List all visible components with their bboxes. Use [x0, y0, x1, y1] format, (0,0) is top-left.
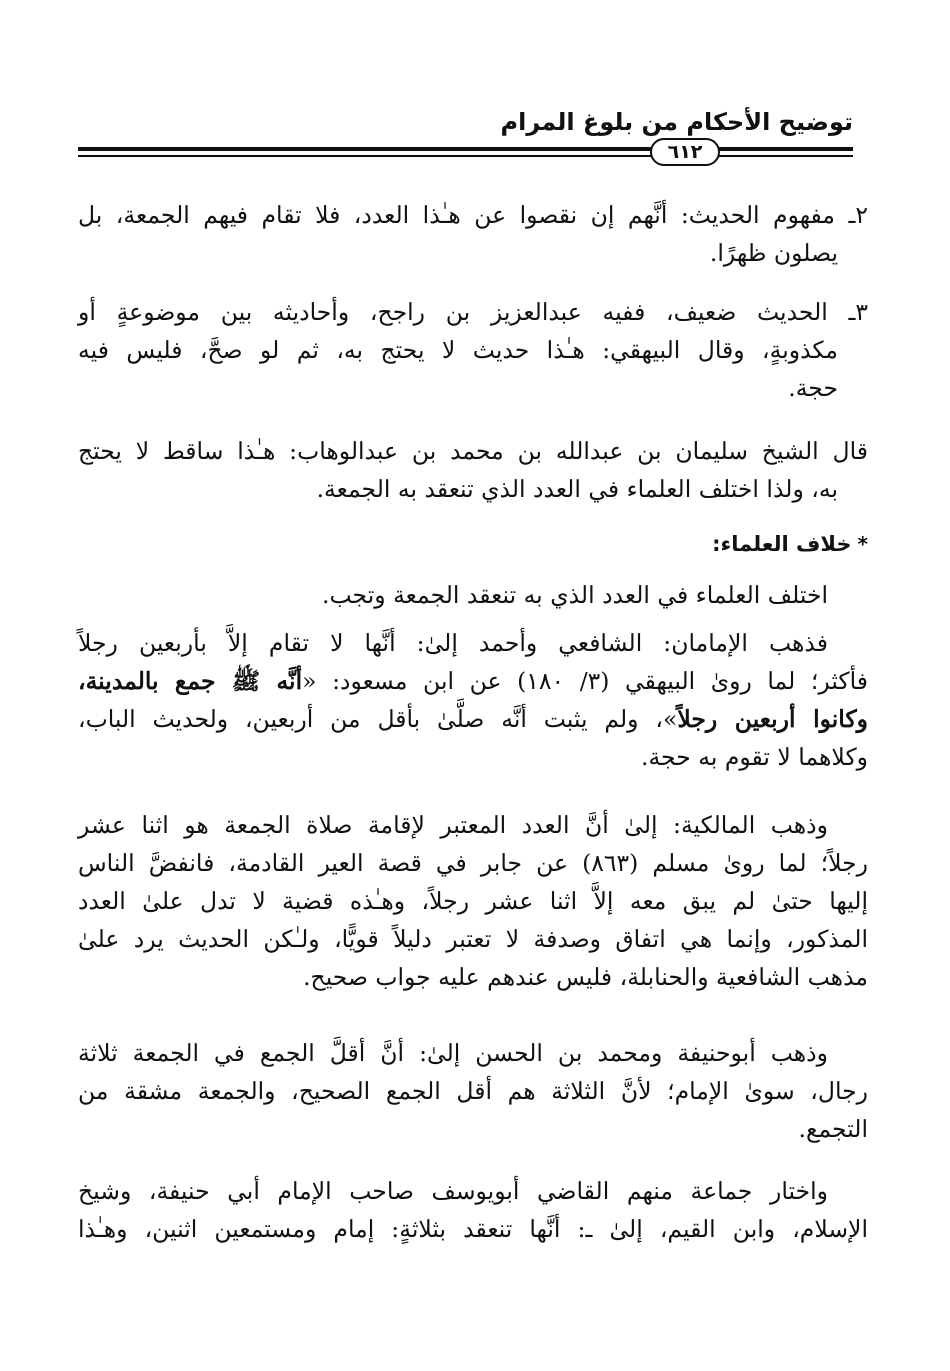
- text-line: فذهب الإمامان: الشافعي وأحمد إلىٰ: أنَّها لا تقام إلاَّ بأربعين رجلاً: [78, 629, 828, 657]
- header-rule-thin: [78, 155, 853, 157]
- text-line: [78, 662, 868, 700]
- text-line: وكلاهما لا تقوم به حجة.: [640, 743, 868, 771]
- text-run: فأكثر؛ لما روىٰ البيهقي (٣/ ١٨٠) عن ابن مسعود: «: [302, 667, 868, 695]
- text-line: ٢ـ مفهوم الحديث: أنَّهم إن نقصوا عن هـٰذا العدد، فلا تقام فيهم الجمعة، بل: [78, 201, 868, 229]
- text-line: إليها حتىٰ لم يبق معه إلاَّ اثنا عشر رجلاً، وهـٰذه قضية لا تدل علىٰ العدد: [78, 887, 868, 915]
- text-line: [78, 700, 868, 738]
- text-line: مذهب الشافعية والحنابلة، فليس عندهم عليه جواب صحيح.: [303, 963, 868, 991]
- text-line: مكذوبةٍ، وقال البيهقي: هـٰذا حديث لا يحتج به، ثم لو صحَّ، فليس فيه: [78, 336, 838, 364]
- paragraph-maliki: [78, 806, 868, 996]
- text-line: يصلون ظهرًا.: [709, 239, 838, 267]
- text-line: ٣ـ الحديث ضعيف، ففيه عبدالعزيز بن راجح، وأحاديثه بين موضوعةٍ أو: [78, 298, 868, 326]
- header-rule-thick: [78, 147, 853, 151]
- quote-paragraph: [78, 432, 868, 508]
- text-line: المذكور، وإنما هي اتفاق وصدفة لا تعتبر دليلاً قويًّا، ولـٰكن الحديث يرد علىٰ: [78, 925, 868, 953]
- text-line: رجال، سوىٰ الإمام؛ لأنَّ الثلاثة هم أقل الجمع الصحيح، والجمعة مشقة من: [78, 1077, 868, 1105]
- star-icon: *: [857, 532, 868, 556]
- paragraph-shafii-ahmad: [78, 624, 868, 776]
- text-line: قال الشيخ سليمان بن عبدالله بن محمد بن عبدالوهاب: هـٰذا ساقط لا يحتج: [78, 437, 868, 465]
- paragraph-choice: [78, 1172, 868, 1248]
- section-heading-text: خلاف العلماء:: [712, 532, 852, 556]
- text-line: الإسلام، وابن القيم، إلىٰ ـ: أنَّها تنعقد بثلاثةٍ: إمام ومستمعين اثنين، وهـٰذا: [78, 1215, 868, 1243]
- text-line: واختار جماعة منهم القاضي أبويوسف صاحب الإمام أبي حنيفة، وشيخ: [78, 1177, 828, 1205]
- paragraph-intro: [78, 576, 868, 614]
- section-heading: [712, 532, 868, 556]
- text-line: وذهب أبوحنيفة ومحمد بن الحسن إلىٰ: أنَّ أقلَّ الجمع في الجمعة ثلاثة: [78, 1039, 828, 1067]
- hadith-quote: وكانوا أربعين رجلاً: [677, 705, 869, 733]
- text-line: اختلف العلماء في العدد الذي به تنعقد الجمعة وتجب.: [322, 581, 828, 609]
- text-line: وذهب المالكية: إلىٰ أنَّ العدد المعتبر لإقامة صلاة الجمعة هو اثنا عشر: [78, 811, 828, 839]
- text-line: التجمع.: [798, 1115, 868, 1143]
- running-title: توضيح الأحكام من بلوغ المرام: [500, 108, 853, 136]
- text-line: به، ولذا اختلف العلماء في العدد الذي تنعقد به الجمعة.: [316, 475, 838, 503]
- paragraph-hanafi: [78, 1034, 868, 1148]
- hadith-quote: أنَّه ﷺ جمع بالمدينة،: [78, 667, 303, 695]
- point-2: [78, 196, 868, 272]
- text-line: رجلاً؛ لما روىٰ مسلم (٨٦٣) عن جابر في قصة العير القادمة، فانفضَّ الناس: [78, 849, 868, 877]
- text-line: حجة.: [788, 374, 838, 402]
- point-3: [78, 293, 868, 407]
- page-number: ٦١٢: [650, 138, 720, 166]
- text-run: »، ولم يثبت أنَّه صلَّىٰ بأقل من أربعين، ولحديث الباب،: [78, 705, 678, 733]
